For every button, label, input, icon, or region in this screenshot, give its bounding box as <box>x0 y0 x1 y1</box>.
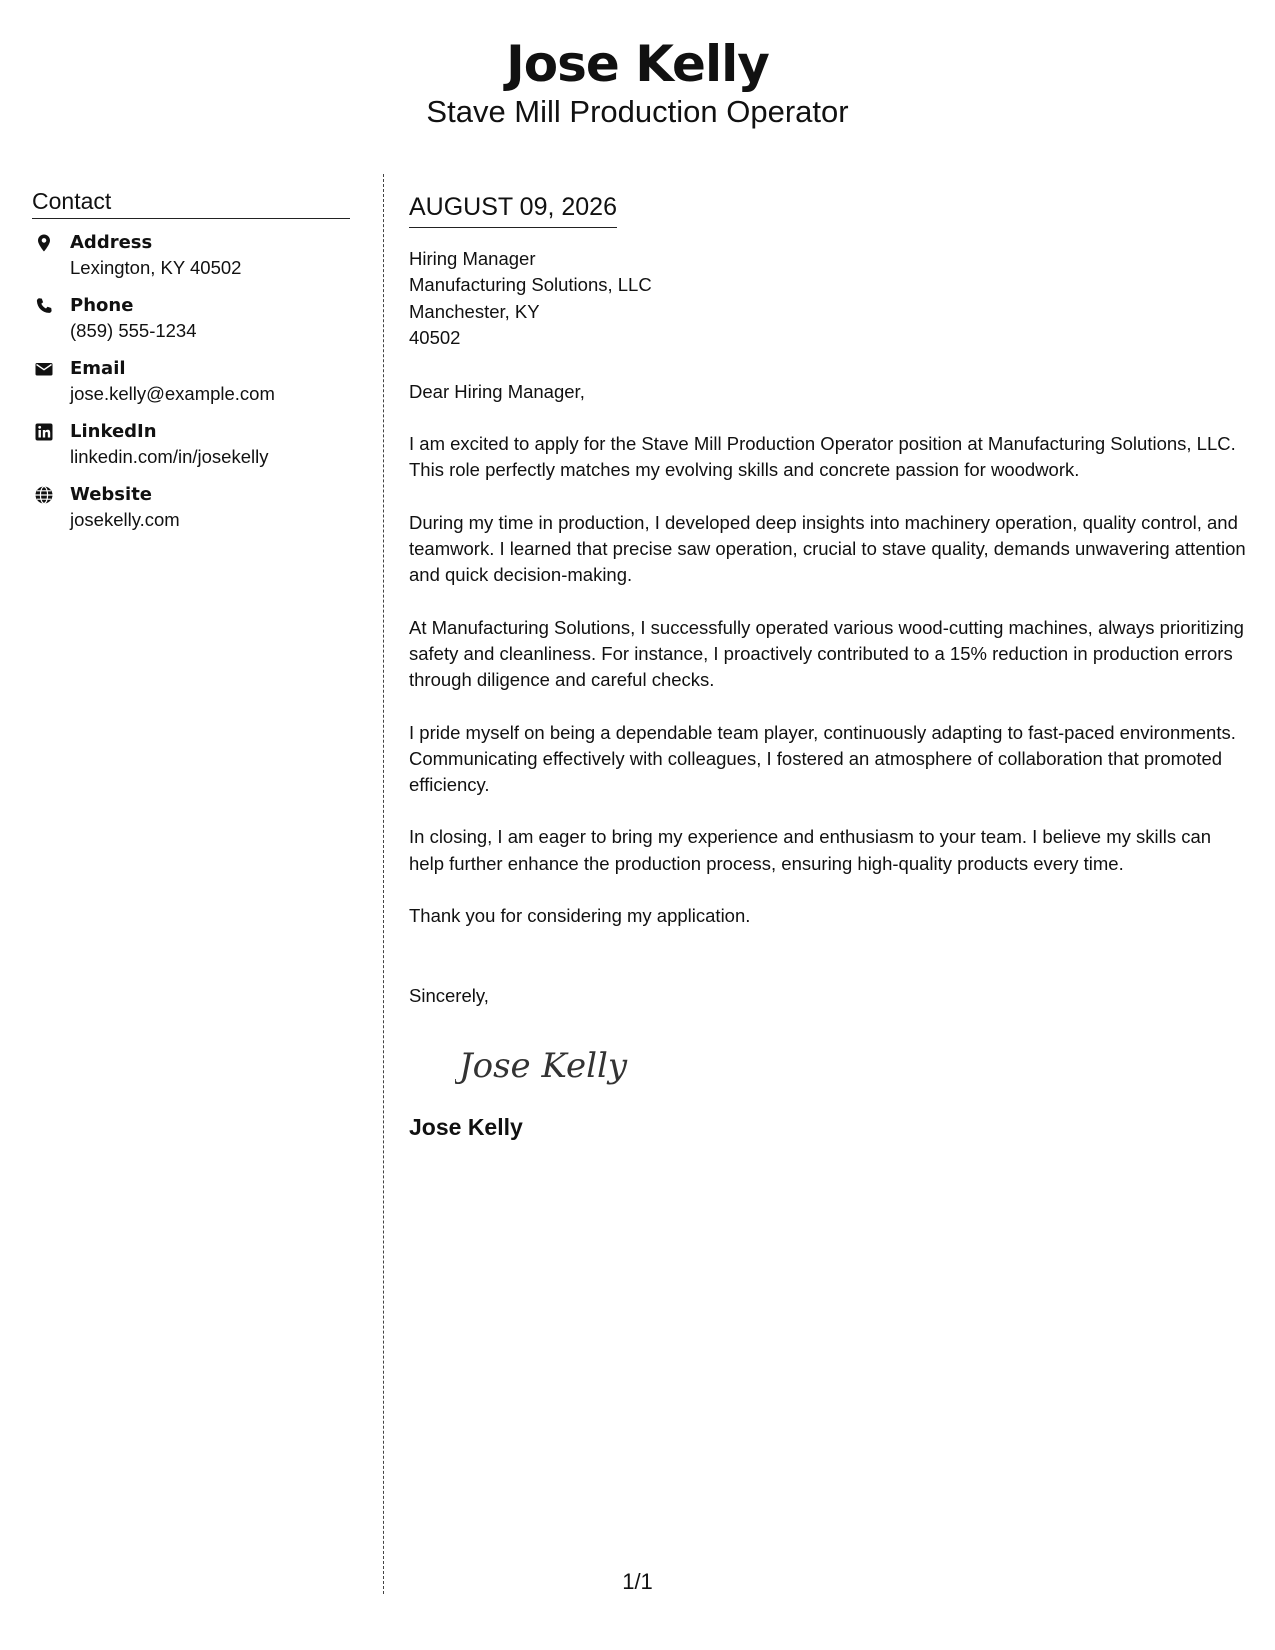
contact-label: Website <box>70 484 153 505</box>
contact-list <box>32 231 350 546</box>
contact-label: LinkedIn <box>70 421 157 442</box>
applicant-job-title: Stave Mill Production Operator <box>426 94 849 129</box>
contact-sidebar <box>32 186 350 546</box>
contact-item-email <box>32 357 350 420</box>
contact-item-phone <box>32 294 350 357</box>
contact-item-linkedin <box>32 420 350 483</box>
contact-item-website <box>32 483 350 546</box>
page-number: 1/1 <box>622 1569 653 1594</box>
map-pin-icon <box>34 233 54 253</box>
signer-name: Jose Kelly <box>409 1114 523 1141</box>
envelope-icon <box>34 359 54 379</box>
letter-body <box>409 190 1249 1141</box>
contact-item-address <box>32 231 350 294</box>
letter-paragraph: In closing, I am eager to bring my experience and enthusiasm to your team. I believe my skills can help further enhance the production process, ensuring high-quality products every time. <box>409 826 1212 874</box>
contact-value: (859) 555-1234 <box>70 320 197 341</box>
recipient-line: Manchester, KY <box>409 300 540 322</box>
contact-label: Email <box>70 358 126 379</box>
letter-paragraph: I am excited to apply for the Stave Mill Production Operator position at Manufacturing Solutions, LLC. This role perfectly matches my evolving skills and concrete passion for woodwork. <box>409 433 1236 481</box>
letter-closing: Sincerely, <box>409 985 489 1007</box>
letter-paragraph: Thank you for considering my application. <box>409 905 751 927</box>
letter-paragraph: During my time in production, I developed deep insights into machinery operation, quality control, and teamwork. I learned that precise saw operation, crucial to stave quality, demands unwavering attention and quick decision-making. <box>409 511 1246 586</box>
contact-heading: Contact <box>32 186 350 219</box>
contact-value: josekelly.com <box>70 509 180 530</box>
recipient-block <box>409 246 1249 351</box>
phone-icon <box>34 296 54 316</box>
recipient-line: 40502 <box>409 326 461 348</box>
contact-value: Lexington, KY 40502 <box>70 257 242 278</box>
letter-paragraph: At Manufacturing Solutions, I successfully operated various wood-cutting machines, always prioritizing safety and cleanliness. For instance, I proactively contributed to a 15% reduction in production errors through diligence and careful checks. <box>409 616 1244 691</box>
linkedin-icon <box>34 422 54 442</box>
letter-header <box>0 34 1275 130</box>
column-divider <box>383 174 384 1594</box>
contact-value: jose.kelly@example.com <box>70 383 275 404</box>
applicant-name: Jose Kelly <box>506 35 769 93</box>
letter-greeting: Dear Hiring Manager, <box>409 381 585 403</box>
contact-label: Phone <box>70 295 134 316</box>
handwritten-signature <box>455 1039 635 1091</box>
letter-paragraph: I pride myself on being a dependable team player, continuously adapting to fast-paced environments. Communicating effectively with colleagues, I fostered an atmosphere of collaboration that promoted efficiency. <box>409 721 1236 796</box>
signature-text: Jose Kelly <box>459 1046 628 1087</box>
contact-value: linkedin.com/in/josekelly <box>70 446 269 467</box>
letter-date: AUGUST 09, 2026 <box>409 190 617 228</box>
recipient-line: Hiring Manager <box>409 248 536 269</box>
recipient-line: Manufacturing Solutions, LLC <box>409 274 652 296</box>
globe-icon <box>34 485 54 505</box>
contact-label: Address <box>70 232 153 253</box>
